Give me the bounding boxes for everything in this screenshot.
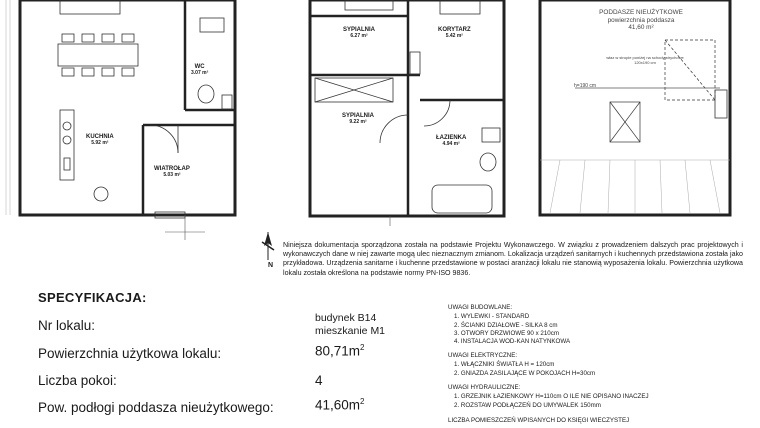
spec-value-powierzchnia: $80,71m^2$ — [315, 343, 365, 359]
uwagi-hydrauliczne: UWAGI HYDRAULICZNE: 1. GRZEJNIK ŁAZIENKOWY H=110cm O ILE NIE OPISANO INACZEJ 2. ROZSTAW PODŁĄCZEŃ DO UMYWALEK 150mm — [448, 384, 649, 409]
spec-label-liczba-pokoi: Liczba pokoi: — [38, 373, 117, 388]
attic-plan — [535, 0, 760, 225]
attic-height-mark: h=190 cm — [574, 83, 597, 89]
spec-value-nr-lokalu: budynek B14 mieszkanie M1 — [315, 312, 386, 338]
spec-value-poddasze: $41,60m^2$ — [315, 397, 365, 413]
room-label-wiatrolap: WIATROŁAP 5.03 m² — [154, 166, 190, 178]
spec-title: SPECYFIKACJA: — [38, 290, 147, 305]
documentation-note: Niniejsza dokumentacja sporządzona została na podstawie Projektu Wykonawczego. W związku z prowadzeniem dalszych prac projektowych i wykonawczych dane w niej zawarte mogą ulec nieznacznym zmianom. Lokalizacja urządzeń sanitarnych i kuchennych przedstawiona została jako przykładowa. Urządzenia sanitarne i kuchenne przedstawione w postaci aranżacji lokalu nie stanowią wyposażenia lokalu. Powierzchnia użytkowa lokalu została określona na podstawie normy PN-ISO 9836. — [283, 241, 743, 277]
attic-label: PODDASZE NIEUŻYTKOWE powierzchnia poddasza 41,60 m² — [599, 9, 683, 32]
room-label-lazienka: ŁAZIENKA 4.94 m² — [436, 135, 467, 147]
uwagi-footer: LICZBA POMIESZCZEŃ WPISANYCH DO KSIĘGI WIECZYSTEJ — [448, 417, 630, 424]
ground-floor-plan — [0, 0, 270, 270]
uwagi-budowlane: UWAGI BUDOWLANE: 1. WYLEWKI - STANDARD 2. ŚCIANKI DZIAŁOWE - SILKA 8 cm 3. OTWORY DRZWIOWE 90 x 210cm 4. INSTALACJA WOD-KAN NATYNKOWA — [448, 304, 571, 346]
north-arrow-icon — [250, 228, 284, 272]
spec-value-liczba-pokoi: 4 — [315, 373, 323, 388]
attic-hatch-note: właz w stropie poniżej na schody strychowe 120x190 cm — [606, 55, 684, 65]
spec-label-powierzchnia: Powierzchnia użytkowa lokalu: — [38, 346, 222, 361]
spec-label-poddasze: Pow. podłogi poddasza nieużytkowego: — [38, 400, 274, 415]
north-label: N — [268, 262, 274, 269]
room-label-sypialnia-large: SYPIALNIA 9.22 m² — [342, 113, 375, 125]
room-label-kuchnia: KUCHNIA 5.92 m² — [86, 134, 114, 146]
uwagi-elektryczne: UWAGI ELEKTRYCZNE: 1. WŁĄCZNIKI ŚWIATŁA H = 120cm 2. GNIAZDA ZASILAJĄCE W POKOJACH H=30cm — [448, 352, 596, 377]
first-floor-plan — [290, 0, 520, 230]
spec-label-nr-lokalu: Nr lokalu: — [38, 318, 96, 333]
room-label-wc: WC 3.07 m² — [191, 64, 209, 76]
room-label-korytarz: KORYTARZ 5.42 m² — [438, 27, 471, 39]
room-label-sypialnia-small: SYPIALNIA 6.27 m² — [343, 27, 376, 39]
